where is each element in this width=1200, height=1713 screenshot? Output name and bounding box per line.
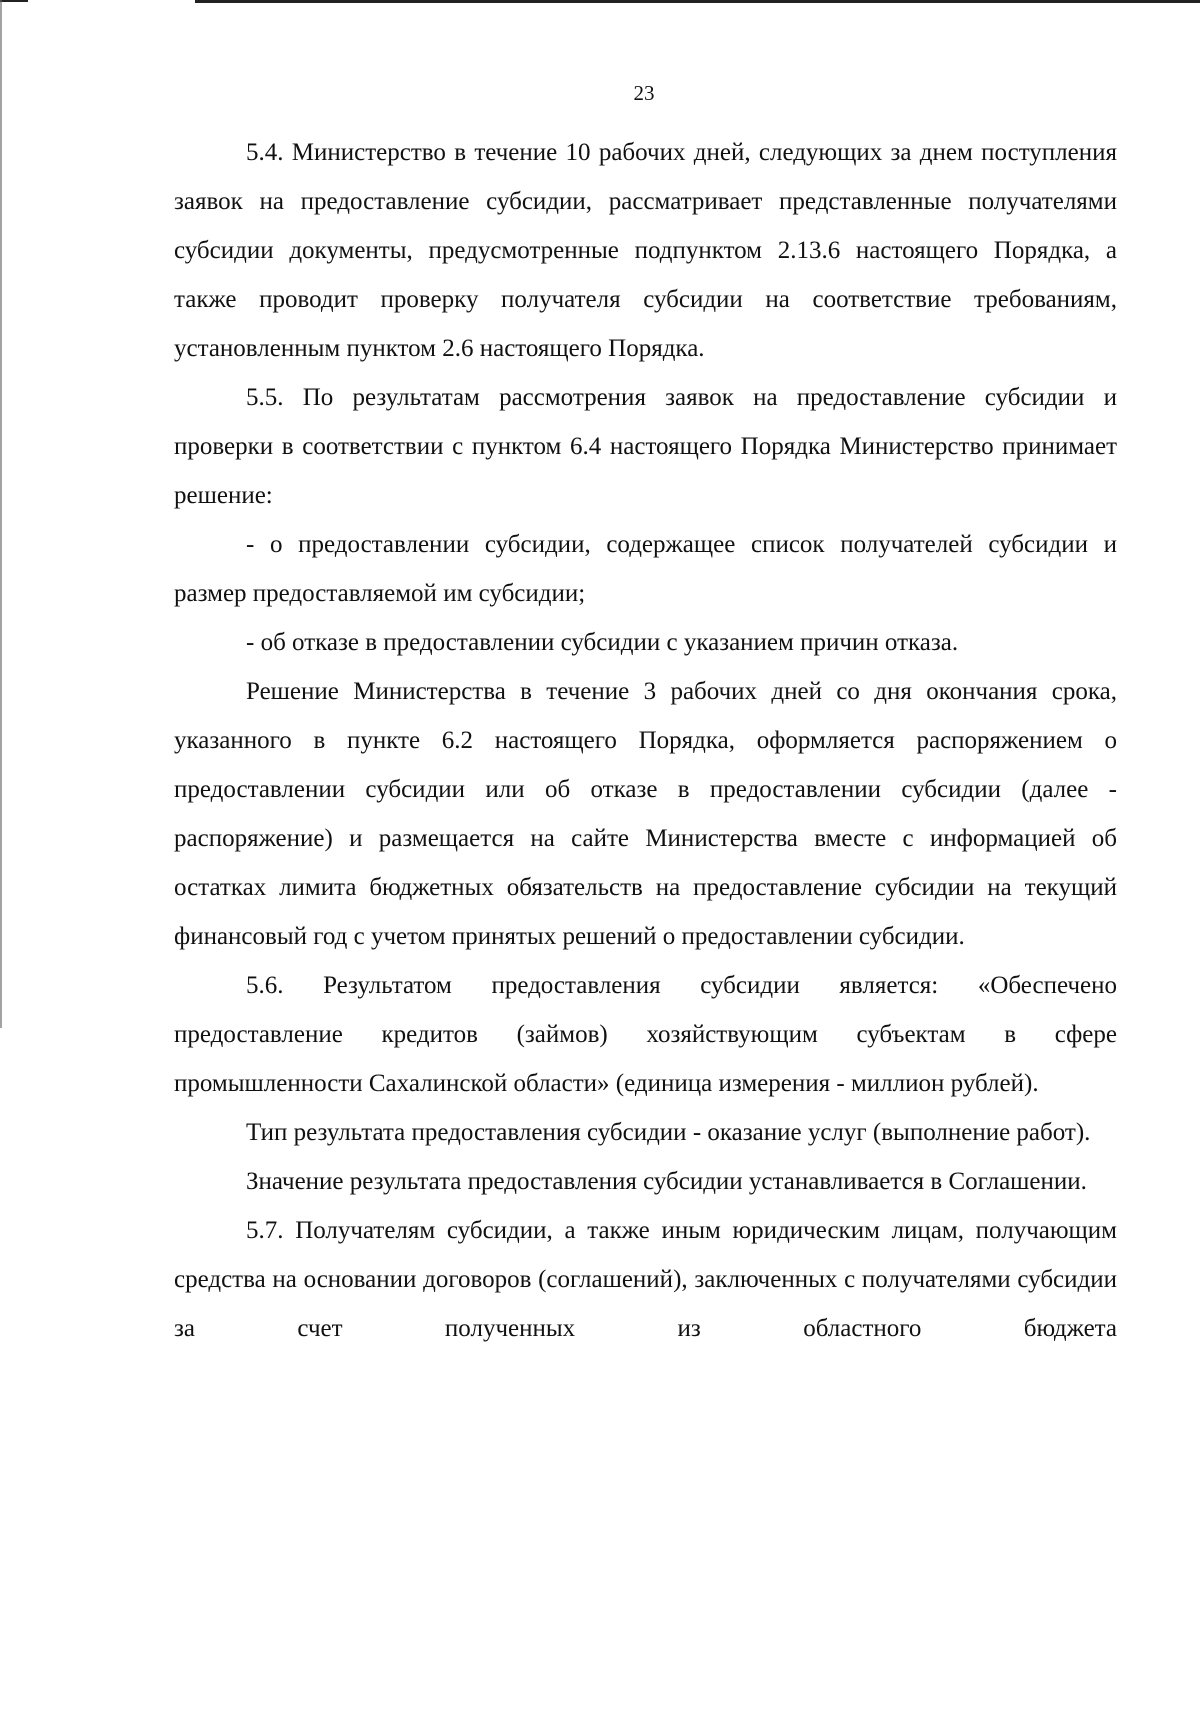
list-item-grant-decision: - о предоставлении субсидии, содержащее список получателей субсидии и размер предоставляемой им субсидии; bbox=[174, 531, 1117, 607]
paragraph-result-value: Значение результата предоставления субсидии устанавливается в Соглашении. bbox=[246, 1168, 1087, 1195]
paragraph-5-5: 5.5. По результатам рассмотрения заявок на предоставление субсидии и проверки в соответствии с пунктом 6.4 настоящего Порядка Министерство принимает решение: bbox=[174, 384, 1117, 509]
scan-border-line bbox=[0, 0, 28, 2]
scan-border-line bbox=[195, 0, 1200, 3]
list-item-refusal-decision: - об отказе в предоставлении субсидии с указанием причин отказа. bbox=[246, 629, 959, 656]
paragraph-5-7: 5.7. Получателям субсидии, а также иным юридическим лицам, получающим средства на основании договоров (соглашений), заключенных с получателями субсидии за счет полученных из областного бюджета bbox=[174, 1217, 1117, 1342]
page-number: 23 bbox=[633, 81, 655, 105]
document-body bbox=[174, 128, 1117, 1353]
paragraph-5-6: 5.6. Результатом предоставления субсидии является: «Обеспечено предоставление кредитов (займов) хозяйствующим субъектам в сфере промышленности Сахалинской области» (единица измерения - миллион рублей). bbox=[174, 972, 1117, 1097]
paragraph-ministry-decision: Решение Министерства в течение 3 рабочих дней со дня окончания срока, указанного в пункте 6.2 настоящего Порядка, оформляется распоряжением о предоставлении субсидии или об отказе в предоставлении субсидии (далее - распоряжение) и размещается на сайте Министерства вместе с информацией об остатках лимита бюджетных обязательств на предоставление субсидии на текущий финансовый год с учетом принятых решений о предоставлении субсидии. bbox=[174, 678, 1117, 950]
paragraph-5-4: 5.4. Министерство в течение 10 рабочих дней, следующих за днем поступления заявок на предоставление субсидии, рассматривает представленные получателями субсидии документы, предусмотренные подпунктом 2.13.6 настоящего Порядка, а также проводит проверку получателя субсидии на соответствие требованиям, установленным пунктом 2.6 настоящего Порядка. bbox=[174, 139, 1117, 362]
scan-left-edge bbox=[0, 0, 2, 1713]
paragraph-result-type: Тип результата предоставления субсидии - оказание услуг (выполнение работ). bbox=[246, 1119, 1091, 1146]
